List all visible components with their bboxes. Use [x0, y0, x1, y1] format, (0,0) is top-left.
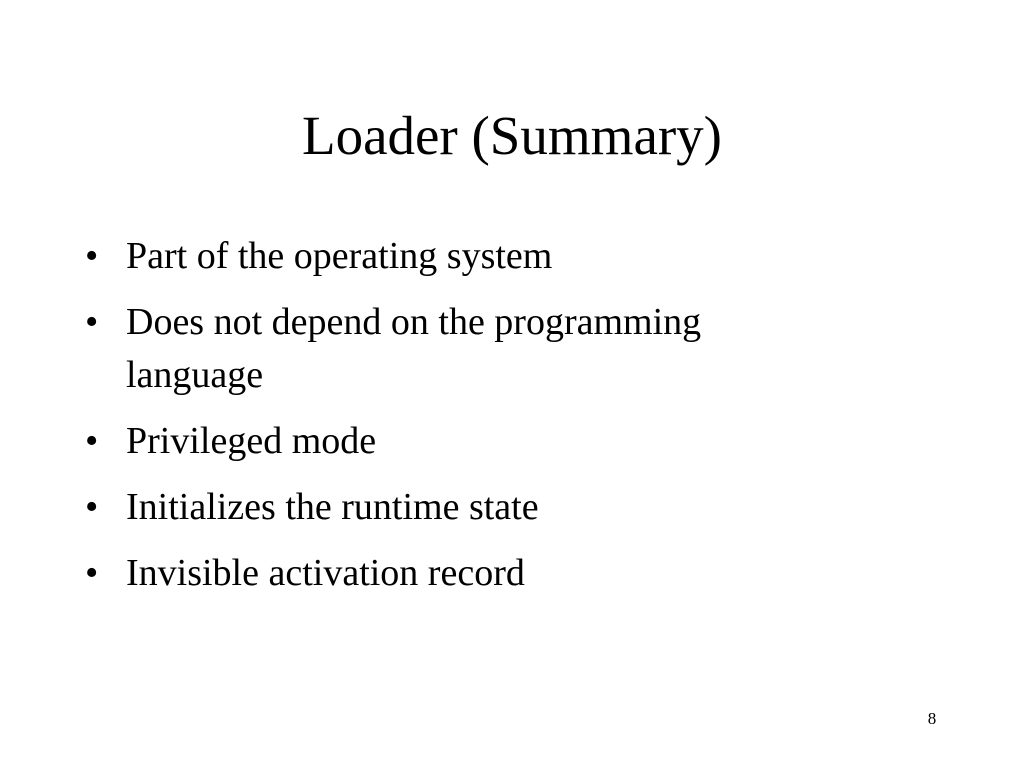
bullet-item	[85, 547, 845, 600]
bullet-icon: •	[85, 552, 99, 594]
bullet-text: Does not depend on the programming language	[126, 301, 702, 396]
bullet-icon: •	[85, 486, 99, 528]
bullet-text: Privileged mode	[126, 420, 377, 462]
bullet-text: Part of the operating system	[126, 235, 553, 277]
bullet-icon: •	[85, 235, 99, 277]
bullet-item	[85, 481, 845, 534]
bullet-item	[85, 230, 845, 283]
bullet-list	[85, 230, 845, 613]
bullet-item	[85, 296, 845, 402]
page-number: 8	[927, 709, 937, 728]
bullet-icon: •	[85, 301, 99, 343]
slide-title: Loader (Summary)	[302, 105, 722, 166]
bullet-item	[85, 415, 845, 468]
bullet-text: Initializes the runtime state	[126, 486, 539, 528]
bullet-icon: •	[85, 420, 99, 462]
bullet-text: Invisible activation record	[126, 552, 525, 594]
